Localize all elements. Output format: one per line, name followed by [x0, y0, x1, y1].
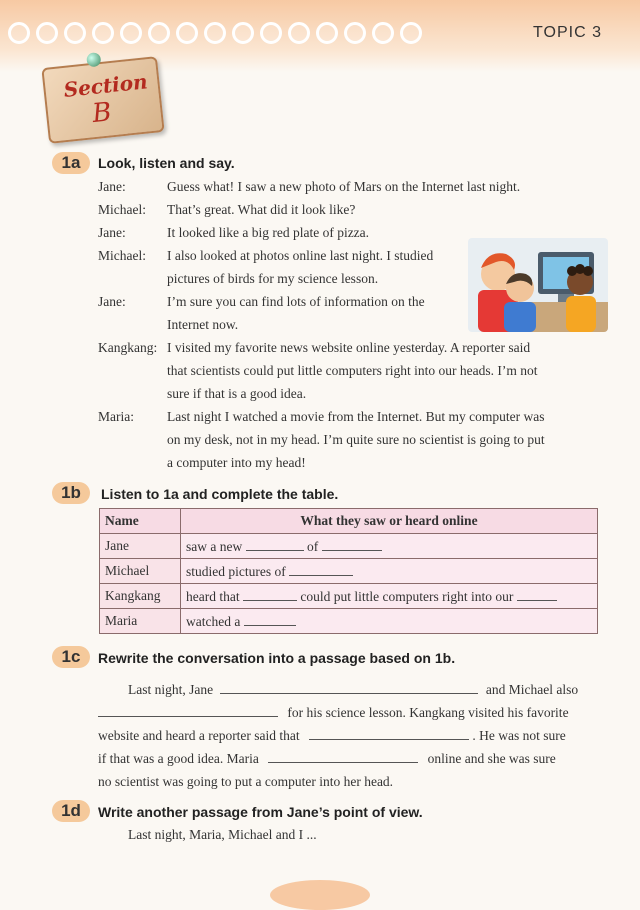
fill-blank[interactable] [268, 750, 418, 763]
speaker: Kangkang: [98, 340, 158, 355]
cell-text: heard that [186, 588, 240, 604]
cell-text: saw a new [186, 538, 243, 554]
dialogue-line: That’s great. What did it look like? [167, 202, 356, 217]
fill-blank[interactable] [243, 588, 297, 601]
exercise-title-1b: Listen to 1a and complete the table. [101, 486, 339, 502]
table-header-row [100, 509, 598, 534]
table-cell [181, 559, 598, 584]
exercise-label-1d: 1d [52, 800, 90, 822]
speaker: Jane: [98, 225, 126, 240]
table-row [100, 609, 598, 634]
passage-text: for his science lesson. Kangkang visited his favorite [287, 705, 569, 720]
table-cell-name: Jane [100, 534, 181, 559]
exercise-label-1b: 1b [52, 482, 90, 504]
cell-text: watched a [186, 613, 241, 629]
dialogue-line: a computer into my head! [167, 455, 306, 470]
passage-line [98, 678, 598, 701]
children-computer-illustration [468, 238, 608, 332]
passage-line [98, 724, 598, 747]
table-cell-name: Maria [100, 609, 181, 634]
cell-text: could put little computers right into our [300, 588, 514, 604]
speaker: Jane: [98, 294, 126, 309]
section-letter: B [90, 97, 113, 130]
fill-blank[interactable] [246, 538, 304, 551]
speaker: Jane: [98, 179, 126, 194]
table-cell [181, 609, 598, 634]
topic-label: TOPIC 3 [533, 24, 602, 41]
table-row [100, 584, 598, 609]
passage-1c [98, 678, 598, 793]
dialogue-line: I also looked at photos online last night. I studied [167, 248, 434, 263]
table-header: Name [100, 509, 181, 534]
fill-blank[interactable] [309, 727, 469, 740]
dialogue-line: on my desk, not in my head. I’m quite sure no scientist is going to put [167, 432, 545, 447]
table-header: What they saw or heard online [181, 509, 598, 534]
exercise-label-1a: 1a [52, 152, 90, 174]
dialogue-line: that scientists could put little computers right into our heads. I’m not [167, 363, 538, 378]
dialogue-line: sure if that is a good idea. [167, 386, 307, 401]
table-cell-name: Kangkang [100, 584, 181, 609]
passage-line [98, 770, 598, 793]
passage-text: if that was a good idea. Maria [98, 751, 259, 766]
speaker: Michael: [98, 248, 146, 263]
fill-blank[interactable] [289, 563, 353, 576]
passage-1d-start: Last night, Maria, Michael and I ... [128, 827, 317, 842]
fill-blank[interactable] [220, 681, 478, 694]
fill-blank[interactable] [322, 538, 382, 551]
page-number-tab [270, 880, 370, 910]
exercise-title-1a: Look, listen and say. [98, 155, 235, 171]
speaker: Maria: [98, 409, 134, 424]
passage-text: Last night, Jane [128, 682, 214, 697]
decorative-circles [8, 22, 422, 44]
passage-line [98, 701, 598, 724]
dialogue-line: It looked like a big red plate of pizza. [167, 225, 370, 240]
section-word: Section [62, 69, 149, 102]
dialogue-line: I’m sure you can find lots of information on the [167, 294, 425, 309]
cell-text: studied pictures of [186, 563, 286, 579]
fill-blank[interactable] [98, 704, 278, 717]
dialogue-line: Guess what! I saw a new photo of Mars on the Internet last night. [167, 179, 521, 194]
table-cell-name: Michael [100, 559, 181, 584]
dialogue-line: Last night I watched a movie from the Internet. But my computer was [167, 409, 545, 424]
passage-text: no scientist was going to put a computer into her head. [98, 774, 394, 789]
passage-text: and Michael also [485, 682, 579, 697]
passage-text: . He was not sure [472, 728, 566, 743]
fill-blank[interactable] [244, 613, 296, 626]
completion-table [99, 508, 598, 634]
dialogue-line: Internet now. [167, 317, 239, 332]
passage-text: online and she was sure [427, 751, 556, 766]
table-cell [181, 584, 598, 609]
passage-text: website and heard a reporter said that [98, 728, 300, 743]
dialogue-line: pictures of birds for my science lesson. [167, 271, 379, 286]
table-row [100, 534, 598, 559]
dialogue-line: I visited my favorite news website online yesterday. A reporter said [167, 340, 531, 355]
cell-text: of [306, 538, 319, 554]
exercise-title-1d: Write another passage from Jane’s point of view. [98, 804, 423, 820]
table-cell [181, 534, 598, 559]
exercise-label-1c: 1c [52, 646, 90, 668]
section-badge [41, 56, 164, 144]
table-row [100, 559, 598, 584]
pin-icon [86, 52, 101, 67]
exercise-title-1c: Rewrite the conversation into a passage based on 1b. [98, 650, 456, 666]
speaker: Michael: [98, 202, 146, 217]
passage-line [98, 747, 598, 770]
fill-blank[interactable] [517, 588, 557, 601]
